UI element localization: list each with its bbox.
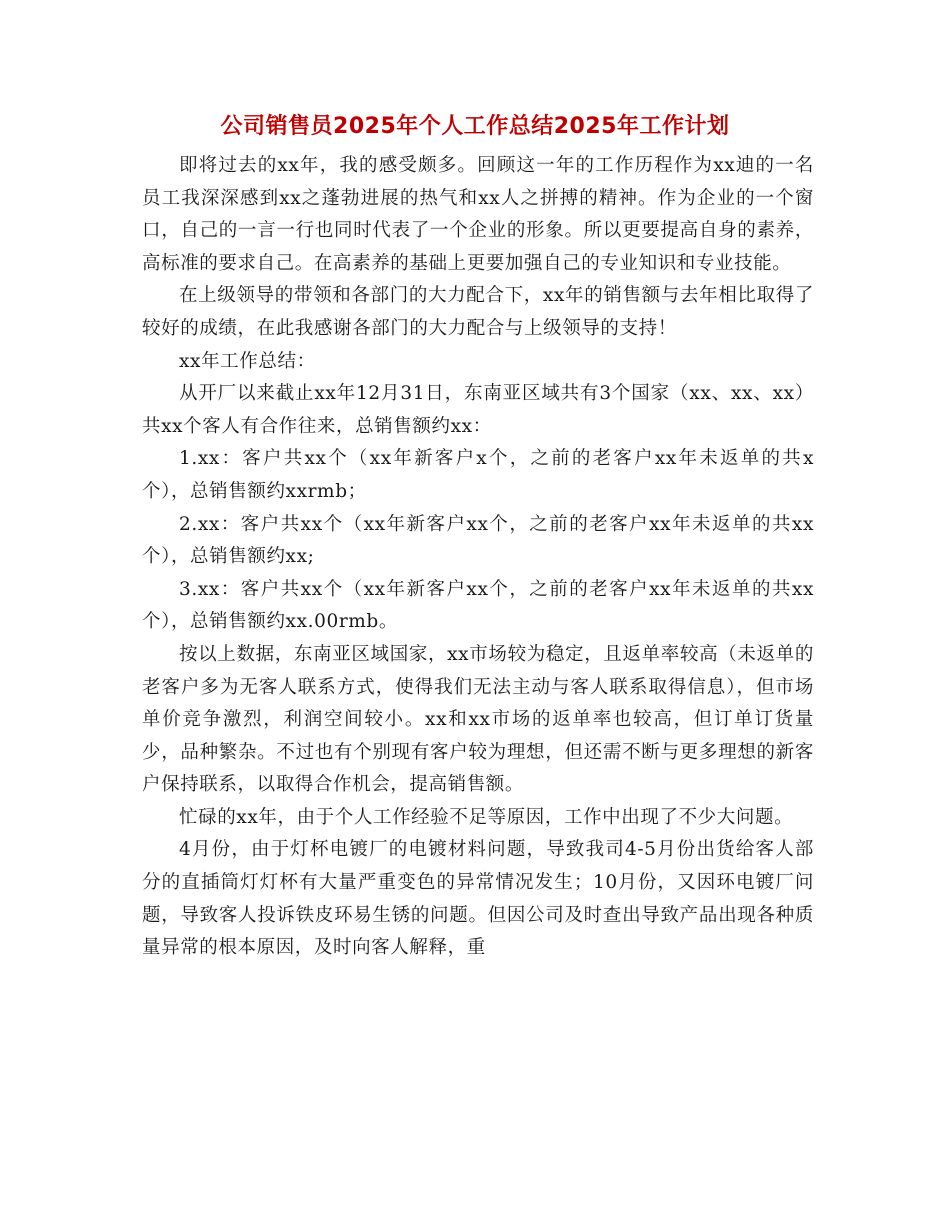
paragraph-analysis: 按以上数据，东南亚区域国家，xx市场较为稳定，且返单率较高（未返单的老客户多为无客人联系方式，使得我们无法主动与客人联系取得信息），但市场单价竞争激烈，利润空间较小。xx和xx市场的返单率也较高，但订单订货量少，品种繁杂。不过也有个别现有客户较为理想，但还需不断与更多理想的新客户保持联系，以取得合作机会，提高销售额。 — [142, 643, 814, 796]
paragraph-summary-heading: xx年工作总结： — [179, 350, 316, 372]
paragraph-problems: 忙碌的xx年，由于个人工作经验不足等原因，工作中出现了不少大问题。 — [179, 806, 794, 828]
document-title: 公司销售员2025年个人工作总结2025年工作计划 — [220, 114, 730, 139]
document-body — [142, 150, 814, 965]
paragraph-intro: 即将过去的xx年，我的感受颇多。回顾这一年的工作历程作为xx迪的一名员工我深深感到xx之蓬勃进展的热气和xx人之拼搏的精神。作为企业的一个窗口，自己的一言一行也同时代表了一个企业的形象。所以更要提高自身的素养，高标准的要求自己。在高素养的基础上更要加强自己的专业知识和专业技能。 — [142, 155, 814, 274]
paragraph-overview: 从开厂以来截止xx年12月31日，东南亚区域共有3个国家（xx、xx、xx）共xx个客人有合作往来，总销售额约xx： — [142, 383, 814, 437]
paragraph-quality-issues: 4月份，由于灯杯电镀厂的电镀材料问题，导致我司4-5月份出货给客人部分的直插筒灯灯杯有大量严重变色的异常情况发生；10月份，又因环电镀厂问题，导致客人投诉铁皮环易生锈的问题。但因公司及时查出导致产品出现各种质量异常的根本原因，及时向客人解释，重 — [142, 839, 814, 959]
paragraph-item-1: 1.xx：客户共xx个（xx年新客户x个，之前的老客户xx年未返单的共x个），总销售额约xxrmb； — [142, 448, 814, 502]
paragraph-item-3: 3.xx：客户共xx个（xx年新客户xx个，之前的老客户xx年未返单的共xx个），总销售额约xx.00rmb。 — [142, 578, 814, 633]
paragraph-thanks: 在上级领导的带领和各部门的大力配合下，xx年的销售额与去年相比取得了较好的成绩，在此我感谢各部门的大力配合与上级领导的支持！ — [142, 285, 814, 339]
paragraph-item-2: 2.xx：客户共xx个（xx年新客户xx个，之前的老客户xx年未返单的共xx个），总销售额约xx; — [142, 513, 814, 568]
